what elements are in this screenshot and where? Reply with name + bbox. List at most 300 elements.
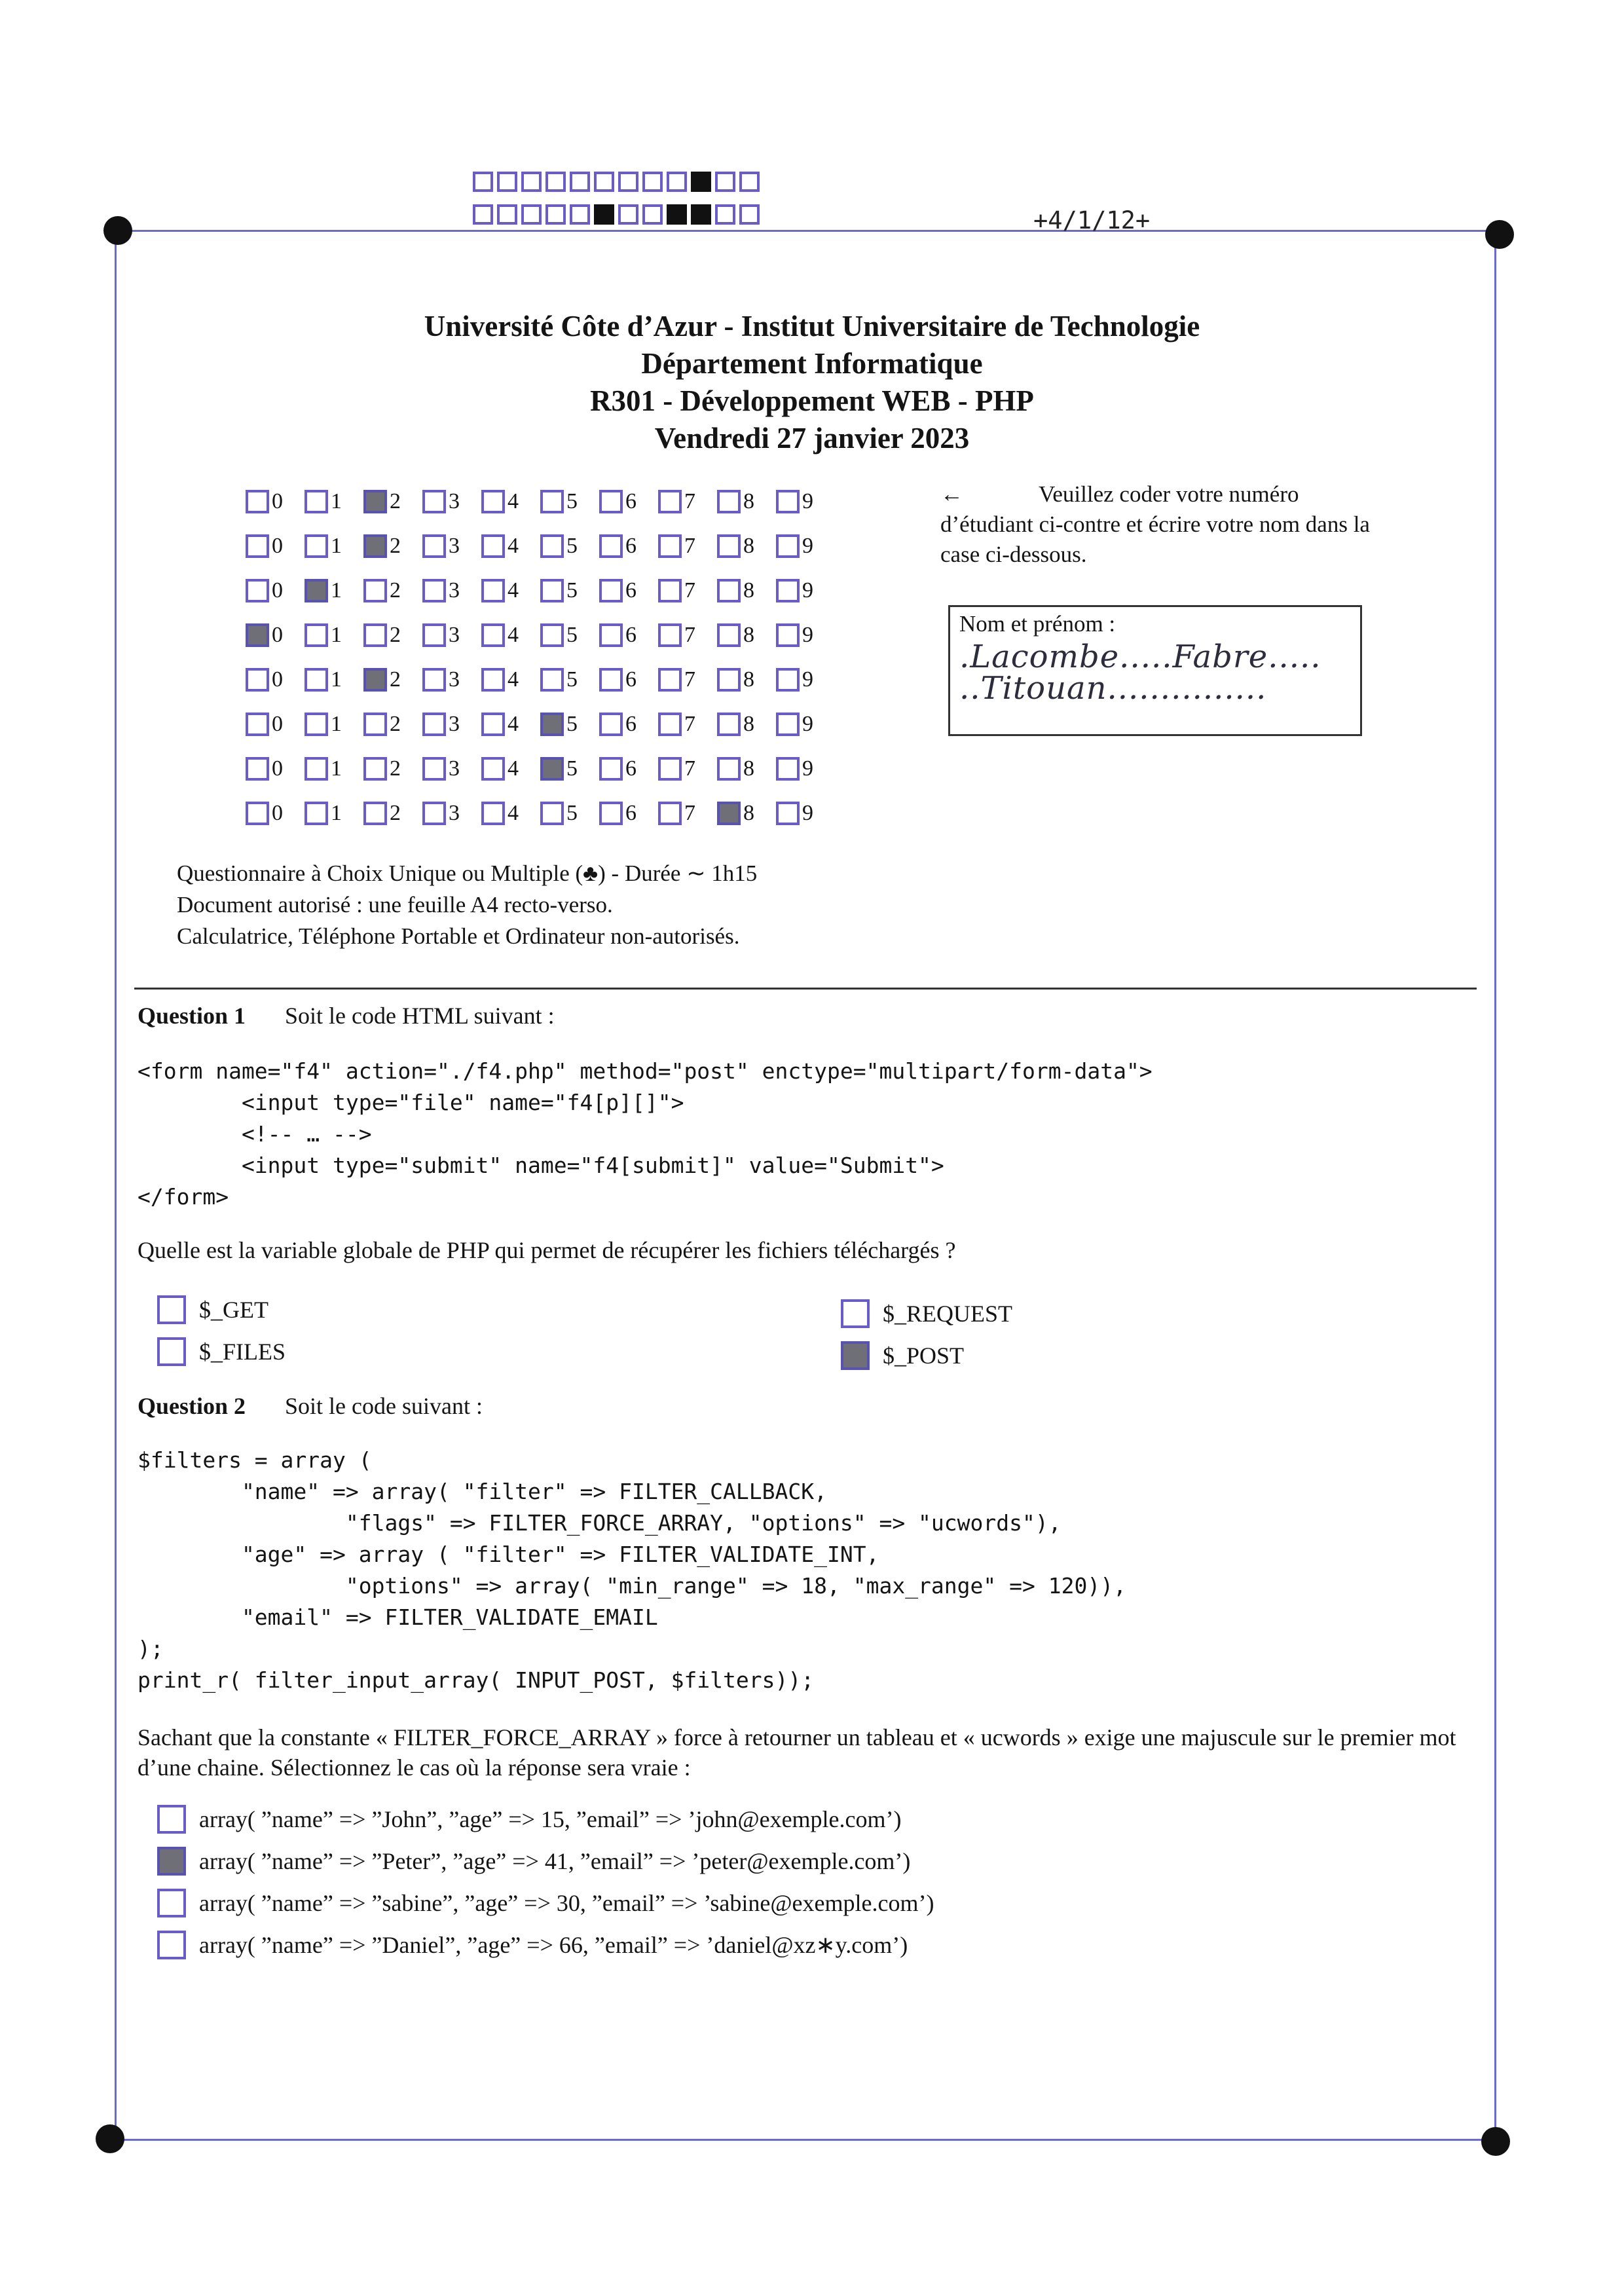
digit-label: 3: [449, 578, 460, 602]
digit-label: 3: [449, 801, 460, 825]
digit-checkbox[interactable]: [422, 802, 446, 825]
digit-option[interactable]: [599, 667, 658, 692]
digit-checkbox[interactable]: [363, 534, 387, 558]
digit-label: 9: [802, 578, 813, 602]
q1-option-label: $_FILES: [199, 1339, 286, 1365]
digit-checkbox[interactable]: [304, 490, 328, 513]
digit-label: 0: [272, 667, 283, 692]
digit-checkbox[interactable]: [246, 668, 269, 692]
digit-checkbox[interactable]: [422, 713, 446, 736]
digit-checkbox[interactable]: [481, 668, 505, 692]
digit-option[interactable]: [304, 489, 363, 514]
question-2-title: [138, 1392, 483, 1420]
student-number-row: [246, 657, 835, 702]
digit-checkbox[interactable]: [246, 534, 269, 558]
digit-option[interactable]: [599, 712, 658, 737]
digit-option[interactable]: [658, 801, 717, 826]
digit-label: 5: [566, 756, 578, 781]
barcode-bottom-cell: [642, 204, 663, 225]
digit-option[interactable]: [246, 756, 304, 781]
student-number-row: [246, 747, 835, 791]
q1-checkbox-request[interactable]: [841, 1299, 870, 1328]
digit-checkbox[interactable]: [658, 623, 682, 647]
digit-checkbox[interactable]: [481, 490, 505, 513]
digit-option[interactable]: [540, 712, 599, 737]
digit-option[interactable]: [717, 801, 776, 826]
student-number-row: [246, 479, 835, 524]
digit-option[interactable]: [481, 667, 540, 692]
digit-option[interactable]: [599, 801, 658, 826]
digit-checkbox[interactable]: [717, 802, 741, 825]
digit-label: 1: [331, 489, 342, 513]
digit-checkbox[interactable]: [422, 534, 446, 558]
digit-checkbox[interactable]: [422, 757, 446, 781]
digit-label: 4: [507, 667, 519, 692]
digit-checkbox[interactable]: [246, 757, 269, 781]
digit-option[interactable]: [717, 712, 776, 737]
digit-label: 0: [272, 534, 283, 558]
digit-checkbox[interactable]: [658, 713, 682, 736]
digit-option[interactable]: [540, 756, 599, 781]
digit-option[interactable]: [481, 623, 540, 648]
digit-checkbox[interactable]: [717, 668, 741, 692]
barcode-bottom-cell: [545, 204, 566, 225]
exam-header: [105, 308, 1519, 457]
digit-option[interactable]: [776, 578, 835, 603]
digit-option[interactable]: [599, 756, 658, 781]
digit-option[interactable]: [717, 489, 776, 514]
digit-label: 6: [625, 623, 637, 647]
digit-option[interactable]: [658, 756, 717, 781]
digit-label: 6: [625, 801, 637, 825]
digit-label: 0: [272, 578, 283, 602]
digit-label: 9: [802, 756, 813, 781]
digit-option[interactable]: [776, 667, 835, 692]
digit-checkbox[interactable]: [363, 623, 387, 647]
digit-checkbox[interactable]: [776, 490, 800, 513]
digit-option[interactable]: [540, 801, 599, 826]
barcode-bottom-cell: [691, 204, 711, 225]
digit-checkbox[interactable]: [658, 757, 682, 781]
digit-label: 2: [390, 534, 401, 558]
digit-label: 4: [507, 623, 519, 647]
digit-checkbox[interactable]: [540, 802, 564, 825]
digit-option[interactable]: [422, 623, 481, 648]
exam-allowed-docs: Document autorisé : une feuille A4 recto-verso.: [177, 892, 613, 917]
digit-option[interactable]: [246, 623, 304, 648]
digit-checkbox[interactable]: [658, 668, 682, 692]
digit-checkbox[interactable]: [599, 534, 623, 558]
digit-label: 1: [331, 578, 342, 602]
digit-option[interactable]: [422, 489, 481, 514]
barcode-bottom-cell: [521, 204, 542, 225]
digit-option[interactable]: [422, 578, 481, 603]
digit-option[interactable]: [422, 801, 481, 826]
digit-label: 1: [331, 534, 342, 558]
name-box[interactable]: [948, 605, 1362, 736]
digit-checkbox[interactable]: [304, 668, 328, 692]
q2-option-label: array( ”name” => ”sabine”, ”age” => 30, ”email” => ’sabine@exemple.com’): [199, 1890, 934, 1916]
q2-option-sabine[interactable]: [157, 1889, 934, 1917]
digit-option[interactable]: [481, 801, 540, 826]
q1-checkbox-files[interactable]: [157, 1337, 186, 1366]
digit-checkbox[interactable]: [246, 713, 269, 736]
digit-checkbox[interactable]: [776, 757, 800, 781]
question-1-intro: Soit le code HTML suivant :: [285, 1003, 555, 1029]
digit-label: 6: [625, 534, 637, 558]
barcode-bottom-cell: [667, 204, 687, 225]
digit-checkbox[interactable]: [599, 490, 623, 513]
digit-checkbox[interactable]: [717, 579, 741, 602]
digit-option[interactable]: [481, 489, 540, 514]
digit-option[interactable]: [422, 534, 481, 559]
digit-option[interactable]: [363, 801, 422, 826]
student-number-row: [246, 702, 835, 747]
digit-option[interactable]: [776, 712, 835, 737]
digit-label: 5: [566, 623, 578, 647]
digit-option[interactable]: [540, 534, 599, 559]
digit-label: 4: [507, 489, 519, 513]
digit-checkbox[interactable]: [246, 623, 269, 647]
q2-option-daniel[interactable]: [157, 1931, 908, 1959]
digit-checkbox[interactable]: [776, 623, 800, 647]
digit-checkbox[interactable]: [776, 579, 800, 602]
barcode-top-cell: [618, 172, 638, 192]
digit-option[interactable]: [481, 756, 540, 781]
digit-checkbox[interactable]: [363, 802, 387, 825]
digit-option[interactable]: [304, 623, 363, 648]
frame-top-line: [118, 230, 1500, 232]
barcode-bottom-cell: [570, 204, 590, 225]
digit-checkbox[interactable]: [481, 802, 505, 825]
digit-option[interactable]: [658, 623, 717, 648]
student-number-row: [246, 791, 835, 836]
barcode-top-cell: [667, 172, 687, 192]
digit-option[interactable]: [717, 623, 776, 648]
corner-mark-bottom-right: [1481, 2127, 1510, 2156]
barcode-bottom-cell: [739, 204, 760, 225]
digit-option[interactable]: [540, 667, 599, 692]
question-1-label: Question 1: [138, 1003, 246, 1029]
digit-label: 2: [390, 801, 401, 825]
digit-option[interactable]: [422, 712, 481, 737]
q1-checkbox-post[interactable]: [841, 1341, 870, 1370]
digit-option[interactable]: [363, 623, 422, 648]
student-number-grid: [246, 479, 835, 836]
digit-label: 8: [743, 712, 754, 736]
q2-option-label: array( ”name” => ”Peter”, ”age” => 41, ”email” => ’peter@exemple.com’): [199, 1848, 911, 1874]
digit-checkbox[interactable]: [304, 579, 328, 602]
digit-option[interactable]: [422, 756, 481, 781]
digit-option[interactable]: [363, 578, 422, 603]
digit-checkbox[interactable]: [363, 713, 387, 736]
digit-checkbox[interactable]: [422, 668, 446, 692]
digit-checkbox[interactable]: [304, 713, 328, 736]
digit-option[interactable]: [776, 756, 835, 781]
q2-option-john[interactable]: [157, 1805, 902, 1834]
q2-checkbox-peter[interactable]: [157, 1847, 186, 1876]
digit-option[interactable]: [363, 667, 422, 692]
digit-checkbox[interactable]: [481, 757, 505, 781]
digit-checkbox[interactable]: [717, 713, 741, 736]
digit-checkbox[interactable]: [599, 623, 623, 647]
header-date: Vendredi 27 janvier 2023: [654, 422, 970, 454]
digit-checkbox[interactable]: [481, 713, 505, 736]
frame-left-line: [115, 231, 117, 2139]
digit-checkbox[interactable]: [422, 579, 446, 602]
digit-label: 8: [743, 756, 754, 781]
digit-option[interactable]: [658, 534, 717, 559]
digit-checkbox[interactable]: [717, 490, 741, 513]
digit-checkbox[interactable]: [481, 623, 505, 647]
digit-label: 7: [684, 801, 695, 825]
digit-option[interactable]: [717, 756, 776, 781]
barcode-bottom-cell: [473, 204, 493, 225]
digit-option[interactable]: [658, 489, 717, 514]
digit-checkbox[interactable]: [304, 623, 328, 647]
question-2-label: Question 2: [138, 1393, 246, 1419]
digit-label: 3: [449, 534, 460, 558]
digit-label: 2: [390, 489, 401, 513]
digit-option[interactable]: [717, 578, 776, 603]
digit-option[interactable]: [246, 489, 304, 514]
question-2-intro: Soit le code suivant :: [285, 1393, 483, 1419]
barcode-top-cell: [642, 172, 663, 192]
q1-option-label: $_REQUEST: [883, 1301, 1012, 1327]
digit-checkbox[interactable]: [363, 490, 387, 513]
digit-option[interactable]: [246, 667, 304, 692]
digit-option[interactable]: [599, 623, 658, 648]
digit-option[interactable]: [304, 756, 363, 781]
digit-checkbox[interactable]: [363, 757, 387, 781]
q1-option-post[interactable]: [841, 1341, 964, 1370]
left-arrow-icon: ←: [940, 481, 963, 507]
digit-checkbox[interactable]: [540, 713, 564, 736]
digit-option[interactable]: [246, 578, 304, 603]
exam-forbidden-devices: Calculatrice, Téléphone Portable et Ordinateur non-autorisés.: [177, 923, 740, 949]
digit-label: 6: [625, 756, 637, 781]
corner-mark-top-right: [1485, 220, 1514, 249]
digit-checkbox[interactable]: [363, 579, 387, 602]
digit-option[interactable]: [304, 712, 363, 737]
digit-option[interactable]: [481, 578, 540, 603]
digit-label: 9: [802, 667, 813, 692]
barcode-top-cell: [497, 172, 517, 192]
digit-checkbox[interactable]: [481, 534, 505, 558]
digit-label: 6: [625, 712, 637, 736]
digit-label: 5: [566, 578, 578, 602]
digit-label: 2: [390, 712, 401, 736]
digit-checkbox[interactable]: [599, 668, 623, 692]
digit-label: 1: [331, 712, 342, 736]
digit-checkbox[interactable]: [422, 623, 446, 647]
digit-option[interactable]: [540, 578, 599, 603]
digit-label: 5: [566, 712, 578, 736]
digit-label: 0: [272, 801, 283, 825]
digit-checkbox[interactable]: [540, 668, 564, 692]
digit-checkbox[interactable]: [776, 713, 800, 736]
digit-checkbox[interactable]: [776, 802, 800, 825]
q1-option-request[interactable]: [841, 1299, 1012, 1328]
digit-checkbox[interactable]: [717, 623, 741, 647]
q2-checkbox-sabine[interactable]: [157, 1889, 186, 1917]
digit-option[interactable]: [363, 712, 422, 737]
digit-checkbox[interactable]: [658, 534, 682, 558]
digit-checkbox[interactable]: [246, 802, 269, 825]
digit-option[interactable]: [422, 667, 481, 692]
digit-checkbox[interactable]: [304, 534, 328, 558]
digit-label: 7: [684, 623, 695, 647]
digit-label: 3: [449, 756, 460, 781]
digit-checkbox[interactable]: [658, 490, 682, 513]
frame-bottom-line: [110, 2139, 1495, 2141]
q1-option-get[interactable]: [157, 1295, 268, 1324]
digit-option[interactable]: [481, 712, 540, 737]
digit-checkbox[interactable]: [776, 534, 800, 558]
digit-label: 1: [331, 801, 342, 825]
digit-option[interactable]: [304, 667, 363, 692]
digit-checkbox[interactable]: [540, 757, 564, 781]
digit-label: 6: [625, 489, 637, 513]
digit-option[interactable]: [776, 623, 835, 648]
digit-option[interactable]: [304, 801, 363, 826]
digit-label: 9: [802, 623, 813, 647]
digit-label: 9: [802, 534, 813, 558]
digit-label: 6: [625, 578, 637, 602]
digit-label: 9: [802, 801, 813, 825]
digit-option[interactable]: [717, 534, 776, 559]
digit-label: 3: [449, 712, 460, 736]
digit-checkbox[interactable]: [776, 668, 800, 692]
digit-label: 2: [390, 623, 401, 647]
digit-option[interactable]: [599, 489, 658, 514]
barcode-bottom: [473, 204, 764, 225]
digit-label: 7: [684, 667, 695, 692]
corner-mark-top-left: [103, 216, 132, 245]
digit-checkbox[interactable]: [304, 802, 328, 825]
digit-option[interactable]: [776, 801, 835, 826]
digit-checkbox[interactable]: [246, 579, 269, 602]
barcode-top-cell: [521, 172, 542, 192]
digit-label: 7: [684, 756, 695, 781]
digit-label: 6: [625, 667, 637, 692]
student-number-instruction: [940, 479, 1386, 570]
barcode-top-cell: [545, 172, 566, 192]
digit-checkbox[interactable]: [304, 757, 328, 781]
barcode-top-cell: [739, 172, 760, 192]
digit-label: 2: [390, 578, 401, 602]
digit-option[interactable]: [246, 801, 304, 826]
digit-label: 3: [449, 623, 460, 647]
digit-checkbox[interactable]: [658, 579, 682, 602]
name-label: Nom et prénom :: [959, 611, 1116, 637]
digit-label: 9: [802, 489, 813, 513]
frame-right-line: [1494, 231, 1496, 2139]
question-2-code: $filters = array ( "name" => array( "filter" => FILTER_CALLBACK, "flags" => FILTER_FORCE_ARRAY, "options" => "ucwords"), "age" => array ( "filter" => FILTER_VALIDATE_INT, "options" => array( "min_range" => 18, "max_range" => 120)), "email" => FILTER_VALIDATE_EMAIL ); print_r( filter_input_array( INPUT_POST, $filters));: [138, 1447, 1126, 1693]
digit-checkbox[interactable]: [540, 534, 564, 558]
digit-option[interactable]: [599, 534, 658, 559]
q2-option-peter[interactable]: [157, 1847, 910, 1876]
digit-checkbox[interactable]: [422, 490, 446, 513]
digit-label: 3: [449, 489, 460, 513]
barcode-top: [473, 172, 764, 192]
digit-checkbox[interactable]: [658, 802, 682, 825]
digit-label: 8: [743, 667, 754, 692]
digit-option[interactable]: [599, 578, 658, 603]
digit-checkbox[interactable]: [540, 490, 564, 513]
digit-option[interactable]: [658, 578, 717, 603]
digit-checkbox[interactable]: [717, 534, 741, 558]
page-id: +4/1/12+: [1033, 206, 1151, 234]
instruction-text: Veuillez coder votre numéro d’étudiant ci-contre et écrire votre nom dans la case ci-dessous.: [940, 481, 1370, 567]
barcode-top-cell: [691, 172, 711, 192]
digit-checkbox[interactable]: [717, 757, 741, 781]
digit-option[interactable]: [658, 712, 717, 737]
digit-label: 4: [507, 801, 519, 825]
digit-label: 4: [507, 756, 519, 781]
q2-checkbox-john[interactable]: [157, 1805, 186, 1834]
digit-checkbox[interactable]: [363, 668, 387, 692]
digit-checkbox[interactable]: [540, 623, 564, 647]
q1-option-label: $_GET: [199, 1297, 268, 1323]
exam-info: [177, 858, 757, 952]
digit-label: 5: [566, 534, 578, 558]
barcode-top-cell: [570, 172, 590, 192]
digit-label: 9: [802, 712, 813, 736]
digit-label: 2: [390, 756, 401, 781]
digit-label: 7: [684, 712, 695, 736]
digit-label: 0: [272, 489, 283, 513]
digit-option[interactable]: [304, 578, 363, 603]
digit-checkbox[interactable]: [246, 490, 269, 513]
digit-option[interactable]: [363, 489, 422, 514]
handwritten-surname: .Lacombe.....Fabre.....: [959, 639, 1321, 675]
digit-label: 7: [684, 534, 695, 558]
question-1-title: [138, 1002, 555, 1029]
digit-label: 0: [272, 712, 283, 736]
barcode-top-cell: [594, 172, 614, 192]
digit-checkbox[interactable]: [599, 802, 623, 825]
q1-checkbox-get[interactable]: [157, 1295, 186, 1324]
digit-option[interactable]: [776, 534, 835, 559]
barcode-top-cell: [715, 172, 735, 192]
digit-checkbox[interactable]: [481, 579, 505, 602]
digit-option[interactable]: [717, 667, 776, 692]
digit-checkbox[interactable]: [599, 713, 623, 736]
digit-option[interactable]: [246, 712, 304, 737]
digit-checkbox[interactable]: [599, 757, 623, 781]
digit-option[interactable]: [540, 489, 599, 514]
digit-label: 8: [743, 534, 754, 558]
q2-option-label: array( ”name” => ”John”, ”age” => 15, ”email” => ’john@exemple.com’): [199, 1806, 902, 1832]
digit-option[interactable]: [540, 623, 599, 648]
digit-option[interactable]: [481, 534, 540, 559]
q1-option-label: $_POST: [883, 1342, 965, 1369]
q2-checkbox-daniel[interactable]: [157, 1931, 186, 1959]
digit-option[interactable]: [246, 534, 304, 559]
digit-option[interactable]: [304, 534, 363, 559]
digit-label: 8: [743, 489, 754, 513]
digit-option[interactable]: [363, 534, 422, 559]
digit-option[interactable]: [363, 756, 422, 781]
q1-option-files[interactable]: [157, 1337, 286, 1366]
digit-checkbox[interactable]: [599, 579, 623, 602]
digit-label: 5: [566, 801, 578, 825]
digit-option[interactable]: [776, 489, 835, 514]
digit-option[interactable]: [658, 667, 717, 692]
digit-label: 7: [684, 489, 695, 513]
digit-checkbox[interactable]: [540, 579, 564, 602]
